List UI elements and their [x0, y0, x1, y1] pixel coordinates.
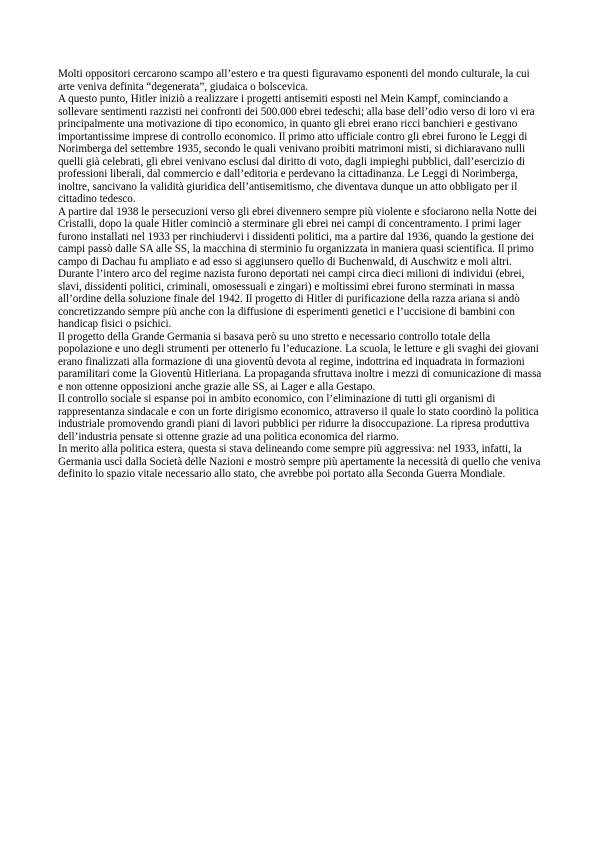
paragraph-grande-germania: Il progetto della Grande Germania si basava però su uno stretto e necessario controllo totale della popolazione e uno degli strumenti per ottenerlo fu l’educazione. La scuola, le letture e gli svaghi dei giovani erano finalizzati alla formazione di una gioventù devota al regime, indottrina ed inquadrata in formazioni paramilitari come la Gioventù Hitleriana. La propaganda sfruttava inoltre i mezzi di comunicazione di massa e non ottenne opposizioni anche grazie alle SS, ai Lager e alla Gestapo. — [58, 330, 542, 393]
paragraph-persecuzioni: A partire dal 1938 le persecuzioni verso gli ebrei divennero sempre più violente e sfociarono nella Notte dei Cristalli, dopo la quale Hitler cominciò a sterminare gli ebrei nei campi di concentramento. I primi lager furono installati nel 1933 per rinchiudervi i dissidenti politici, ma a partire dal 1936, quando la gestione dei campi passò dalle SA alle SS, la macchina di sterminio fu organizzata in maniera quasi scientifica. Il primo campo di Dachau fu ampliato e ad esso si aggiunsero quello di Buchenwald, di Auschwitz e moli altri. Durante l’intero arco del regime nazista furono deportati nei campi circa dieci milioni di individui (ebrei, slavi, dissidenti politici, criminali, omosessuali e zingari) e moltissimi ebrei furono sterminati in massa all’ordine della soluzione finale del 1942. Il progetto di Hitler di purificazione della razza ariana si andò concretizzando sempre più anche con la diffusione di esperimenti genetici e l’uccisione di bambini con handicap fisici o psichici. — [58, 205, 538, 330]
paragraph-oppositori: Molti oppositori cercarono scampo all’estero e tra questi figuravamo esponenti del mondo culturale, la cui arte veniva definita “degenerata”, giudaica o bolscevica. — [58, 68, 530, 93]
paragraph-mein-kampf: A questo punto, Hitler iniziò a realizzare i progetti antisemiti esposti nel Mein Kampf, cominciando a sollevare sentimenti razzisti nei confronti dei 500.000 ebrei tedeschi; alla base dell’odio verso di loro vi era principalmente una motivazione di tipo economico, in quanto gli ebrei erano ricci banchieri e gestivano importantissime imprese di controllo economico. Il primo atto ufficiale contro gli ebrei furono le Leggi di Norimberga del settembre 1935, secondo le quali venivano proibiti matrimoni misti, si dichiaravano nulli quelli già celebrati, gli ebrei venivano esclusi dal diritto di voto, dagli impieghi pubblici, dall’esercizio di professioni liberali, dal commercio e dall’editoria e perdevano la cittadinanza. Le Leggi di Norimberga, inoltre, sancivano la validità giuridica dell’antisemitismo, che diventava dunque un atto obbligato per il cittadino tedesco. — [58, 93, 535, 205]
paragraph-controllo-economico: Il controllo sociale si espanse poi in ambito economico, con l’eliminazione di tutti gli organismi di rappresentanza sindacale e con un forte dirigismo economico, attraverso il quale lo stato coordinò la politica industriale promovendo grandi piani di lavori pubblici per ridurre la disoccupazione. La ripresa produttiva dell’industria pensate si ottenne grazie ad una politica economica del riarmo. — [58, 393, 539, 443]
paragraph-politica-estera: In merito alla politica estera, questa si stava delineando come sempre più aggressiva: nel 1933, infatti, la Germania uscì dalla Società delle Nazioni e mostrò sempre più apertamente la necessità di quello che veniva definito lo spazio vitale necessario allo stato, che avrebbe poi portato alla Seconda Guerra Mondiale. — [58, 443, 541, 480]
document-page — [58, 68, 546, 481]
